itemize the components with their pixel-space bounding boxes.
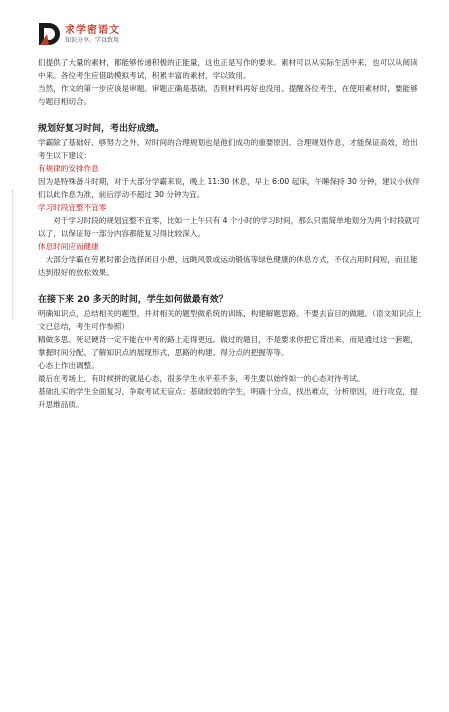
logo-name: 求学密语文 [65,25,120,36]
intro-paragraph-2: 当然，作文的第一步应该是审题。审题正确是基础，否则材料再好也没用。提醒各位考生，在使用素材时，要能够与题目相切合。 [38,84,418,106]
section-lead: 学霸除了基础好、够努力之外，对时间的合理规划也是他们成功的重要原因。合理规划作息，才能保证高效，给出考生以下建议： [38,138,418,160]
strategy-paragraph-2: 精做多思。死记硬背一定不能在中考的路上走得更远。做过的题目，不是要求你把它背出来，而是通过这一套题，掌握时间分配、了解知识点的展现形式，思路的构建、得分点的把握等等。 [38,335,418,357]
section-heading-strategy: 在接下来 20 多天的时间，学生如何做最有效？ [38,295,228,305]
tip-title-2: 学习时段宜整不宜零 [38,203,107,212]
strategy-paragraph-5: 基础扎实的学生全面复习，争取考试无盲点；基础较弱的学生，明确十分点，找出难点，分析原因，进行攻克，提升思维品质。 [38,387,418,409]
strategy-paragraph-4: 最后在考场上，有时候拼的就是心态，很多学生水平差不多，考生要以始终如一的心态对待考试。 [38,374,365,383]
margin-dotted-rule [12,190,14,320]
site-logo [37,18,137,50]
logo-d-icon [37,21,63,47]
strategy-paragraph-3: 心态上作出调整。 [38,361,99,370]
tip-body-3: 大部分学霸在劳累时都会选择闭目小憩、远眺风景或运动锻炼等绿色健康的休息方式，不仅占用时间短，而且能达到很好的放松效果。 [38,255,418,277]
tip-title-3: 休息时间应而健康 [38,242,99,251]
tip-title-1: 有规律的安排作息 [38,164,99,173]
tip-body-2: 对于学习时段的规划宜整不宜零，比如一上午只有 4 个小时的学习时间，那么只需简单地划分为两个时段就可以了，以保证每一部分内容都能复习得比较深入。 [38,216,420,238]
tip-body-1: 因为是特殊备斗时期，对于大部分学霸来说，晚上 11:30 休息，早上 6:00 起床，午睡保持 30 分钟，建议小伙伴们以此作息为准，前后浮动不超过 30 分钟为宜。 [38,177,421,199]
section-heading-schedule: 规划好复习时间，考出好成绩。 [38,124,165,134]
article-body [38,56,422,411]
logo-slogan: 知识分享，学以致用 [65,37,120,44]
intro-paragraph-1: 们提供了大量的素材，都能够传递积极的正能量，这也正是写作的要求。素材可以从实际生活中来，也可以从阅读中来。各位考生应借助模拟考试，积累丰富的素材，学以致用。 [38,58,418,80]
strategy-paragraph-1: 明确知识点，总结相关的题型，并对相关的题型做系统的训练，构建解题思路。不要去盲目的做题。（语文知识点上文已总结，考生可作参照） [38,309,422,331]
